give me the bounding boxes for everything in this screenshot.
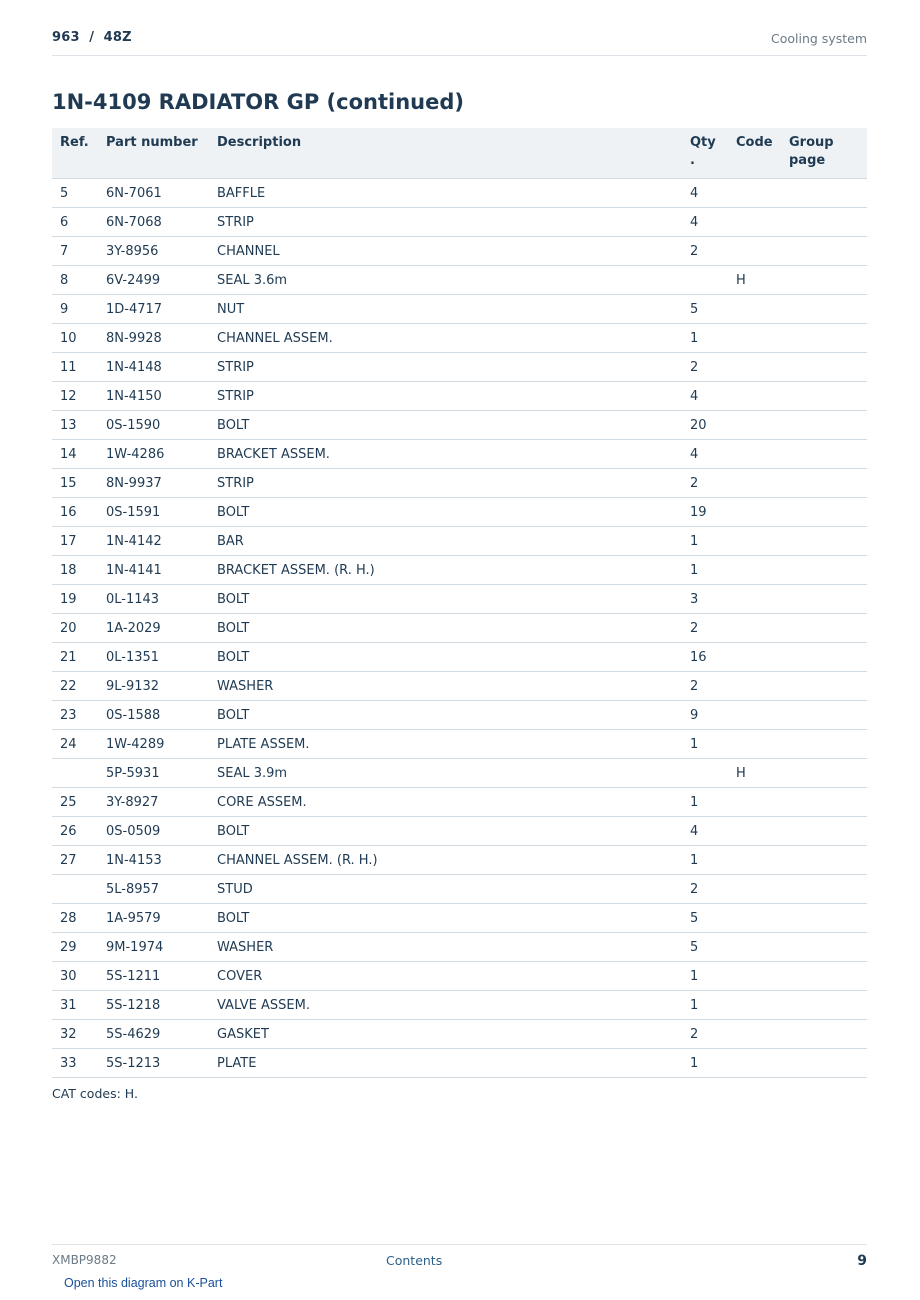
cell-ref: 19	[52, 585, 98, 614]
col-qty-line2: .	[690, 153, 695, 168]
cell-ref	[52, 759, 98, 788]
cell-code: H	[728, 266, 781, 295]
cell-ref: 29	[52, 933, 98, 962]
cell-description: BOLT	[209, 701, 682, 730]
table-row	[52, 817, 867, 846]
table-row	[52, 237, 867, 266]
table-row	[52, 527, 867, 556]
table-row	[52, 324, 867, 353]
table-row	[52, 382, 867, 411]
cell-ref: 21	[52, 643, 98, 672]
cell-code	[728, 904, 781, 933]
model-label: 963 / 48Z	[52, 30, 132, 45]
cell-description: STRIP	[209, 353, 682, 382]
cell-qty: 2	[682, 875, 728, 904]
cell-ref: 13	[52, 411, 98, 440]
cell-ref: 30	[52, 962, 98, 991]
cell-qty: 2	[682, 353, 728, 382]
cell-part-number: 0S-1590	[98, 411, 209, 440]
col-group-page	[781, 128, 867, 179]
cell-qty: 1	[682, 527, 728, 556]
table-row	[52, 875, 867, 904]
cell-part-number: 0S-1591	[98, 498, 209, 527]
cell-part-number: 6N-7068	[98, 208, 209, 237]
cell-code	[728, 440, 781, 469]
cell-code	[728, 817, 781, 846]
cell-group-page	[781, 643, 867, 672]
cell-part-number: 9M-1974	[98, 933, 209, 962]
cell-part-number: 8N-9928	[98, 324, 209, 353]
cell-qty: 4	[682, 179, 728, 208]
cell-description: BOLT	[209, 614, 682, 643]
cell-code	[728, 991, 781, 1020]
cell-group-page	[781, 933, 867, 962]
table-row	[52, 643, 867, 672]
cell-ref: 9	[52, 295, 98, 324]
cell-code	[728, 933, 781, 962]
cell-qty: 5	[682, 933, 728, 962]
cell-qty: 5	[682, 295, 728, 324]
col-qty-line1: Qty	[690, 135, 716, 150]
table-row	[52, 498, 867, 527]
cell-code	[728, 788, 781, 817]
cell-description: BOLT	[209, 817, 682, 846]
cell-description: WASHER	[209, 933, 682, 962]
cell-description: BOLT	[209, 498, 682, 527]
cell-code	[728, 382, 781, 411]
table-row	[52, 295, 867, 324]
cell-part-number: 1W-4286	[98, 440, 209, 469]
cell-group-page	[781, 556, 867, 585]
cell-code	[728, 556, 781, 585]
cell-qty: 2	[682, 672, 728, 701]
cell-part-number: 5P-5931	[98, 759, 209, 788]
cell-qty: 1	[682, 556, 728, 585]
cell-description: STUD	[209, 875, 682, 904]
cell-ref: 7	[52, 237, 98, 266]
cell-ref: 24	[52, 730, 98, 759]
col-ref: Ref.	[52, 128, 98, 179]
cell-description: BRACKET ASSEM.	[209, 440, 682, 469]
cell-code	[728, 585, 781, 614]
document-id: XMBP9882	[52, 1253, 117, 1267]
cell-part-number: 3Y-8956	[98, 237, 209, 266]
table-row	[52, 788, 867, 817]
cell-qty: 4	[682, 440, 728, 469]
cell-code	[728, 1020, 781, 1049]
parts-table-body	[52, 179, 867, 1078]
cell-qty: 1	[682, 1049, 728, 1078]
cell-description: BRACKET ASSEM. (R. H.)	[209, 556, 682, 585]
cell-ref: 12	[52, 382, 98, 411]
cell-code	[728, 237, 781, 266]
cell-qty: 1	[682, 991, 728, 1020]
cell-group-page	[781, 440, 867, 469]
cell-code	[728, 1049, 781, 1078]
cell-ref: 28	[52, 904, 98, 933]
section-label: Cooling system	[771, 31, 867, 46]
cell-group-page	[781, 382, 867, 411]
cell-description: BOLT	[209, 643, 682, 672]
cell-group-page	[781, 266, 867, 295]
cell-group-page	[781, 527, 867, 556]
cell-part-number: 1A-2029	[98, 614, 209, 643]
cell-group-page	[781, 904, 867, 933]
cell-description: PLATE ASSEM.	[209, 730, 682, 759]
cell-ref: 11	[52, 353, 98, 382]
col-description: Description	[209, 128, 682, 179]
cell-code	[728, 324, 781, 353]
cell-description: CHANNEL ASSEM. (R. H.)	[209, 846, 682, 875]
cell-description: BOLT	[209, 904, 682, 933]
cell-part-number: 6N-7061	[98, 179, 209, 208]
table-row	[52, 353, 867, 382]
cell-qty: 16	[682, 643, 728, 672]
table-row	[52, 672, 867, 701]
cell-ref: 32	[52, 1020, 98, 1049]
cell-code	[728, 846, 781, 875]
cell-group-page	[781, 1020, 867, 1049]
cell-description: PLATE	[209, 1049, 682, 1078]
cell-code	[728, 295, 781, 324]
cell-qty: 1	[682, 788, 728, 817]
cell-part-number: 1N-4142	[98, 527, 209, 556]
cell-ref: 15	[52, 469, 98, 498]
table-row	[52, 730, 867, 759]
cell-part-number: 8N-9937	[98, 469, 209, 498]
cell-description: CHANNEL ASSEM.	[209, 324, 682, 353]
page-header	[52, 28, 867, 56]
cell-part-number: 5S-1213	[98, 1049, 209, 1078]
cell-code	[728, 875, 781, 904]
table-row	[52, 904, 867, 933]
cell-group-page	[781, 701, 867, 730]
table-row	[52, 556, 867, 585]
col-group-line1: Group	[789, 135, 834, 150]
cell-qty: 4	[682, 208, 728, 237]
cell-part-number: 1W-4289	[98, 730, 209, 759]
cell-description: STRIP	[209, 382, 682, 411]
cell-qty: 2	[682, 469, 728, 498]
table-row	[52, 701, 867, 730]
cell-group-page	[781, 788, 867, 817]
title-suffix: (continued)	[319, 90, 464, 114]
table-row	[52, 759, 867, 788]
cell-ref: 27	[52, 846, 98, 875]
cell-part-number: 1A-9579	[98, 904, 209, 933]
cell-code	[728, 614, 781, 643]
table-row	[52, 440, 867, 469]
cell-part-number: 5S-1211	[98, 962, 209, 991]
cell-part-number: 6V-2499	[98, 266, 209, 295]
cell-ref: 23	[52, 701, 98, 730]
cell-group-page	[781, 295, 867, 324]
header-row	[52, 128, 867, 179]
cell-part-number: 5S-1218	[98, 991, 209, 1020]
cell-description: GASKET	[209, 1020, 682, 1049]
cell-code	[728, 730, 781, 759]
cell-code	[728, 179, 781, 208]
table-row	[52, 614, 867, 643]
cell-ref: 26	[52, 817, 98, 846]
cell-part-number: 3Y-8927	[98, 788, 209, 817]
cell-qty: 4	[682, 817, 728, 846]
cell-qty: 4	[682, 382, 728, 411]
cell-ref: 10	[52, 324, 98, 353]
cell-group-page	[781, 411, 867, 440]
cell-description: CHANNEL	[209, 237, 682, 266]
cell-qty: 1	[682, 730, 728, 759]
cell-ref: 25	[52, 788, 98, 817]
cell-group-page	[781, 353, 867, 382]
col-qty	[682, 128, 728, 179]
cell-qty: 1	[682, 846, 728, 875]
cell-part-number: 1N-4153	[98, 846, 209, 875]
cell-description: SEAL 3.9m	[209, 759, 682, 788]
cell-qty	[682, 759, 728, 788]
cell-group-page	[781, 759, 867, 788]
cell-qty: 2	[682, 614, 728, 643]
table-row	[52, 179, 867, 208]
cell-group-page	[781, 730, 867, 759]
cell-description: BOLT	[209, 411, 682, 440]
cell-qty: 2	[682, 1020, 728, 1049]
cell-group-page	[781, 614, 867, 643]
cell-ref: 33	[52, 1049, 98, 1078]
cell-qty: 1	[682, 962, 728, 991]
table-row	[52, 1049, 867, 1078]
cell-code	[728, 701, 781, 730]
page-footer	[52, 1244, 867, 1274]
cell-part-number: 0S-1588	[98, 701, 209, 730]
cell-group-page	[781, 1049, 867, 1078]
cell-ref: 14	[52, 440, 98, 469]
cell-description: NUT	[209, 295, 682, 324]
cell-group-page	[781, 817, 867, 846]
cell-group-page	[781, 469, 867, 498]
cell-code	[728, 498, 781, 527]
cell-group-page	[781, 498, 867, 527]
cell-description: BAFFLE	[209, 179, 682, 208]
cell-ref: 18	[52, 556, 98, 585]
cell-group-page	[781, 179, 867, 208]
kpart-diagram-link[interactable]: Open this diagram on K-Part	[64, 1276, 223, 1290]
cell-qty	[682, 266, 728, 295]
table-row	[52, 469, 867, 498]
table-row	[52, 846, 867, 875]
cell-code	[728, 353, 781, 382]
cell-description: STRIP	[209, 469, 682, 498]
table-row	[52, 933, 867, 962]
cell-description: WASHER	[209, 672, 682, 701]
cell-qty: 9	[682, 701, 728, 730]
contents-link[interactable]: Contents	[386, 1253, 443, 1268]
cell-ref: 16	[52, 498, 98, 527]
col-part-number: Part number	[98, 128, 209, 179]
cell-code	[728, 672, 781, 701]
cell-description: STRIP	[209, 208, 682, 237]
cell-group-page	[781, 991, 867, 1020]
table-row	[52, 208, 867, 237]
cell-part-number: 9L-9132	[98, 672, 209, 701]
cell-code	[728, 208, 781, 237]
cell-qty: 1	[682, 324, 728, 353]
cell-code	[728, 962, 781, 991]
cell-description: BOLT	[209, 585, 682, 614]
cell-group-page	[781, 324, 867, 353]
table-row	[52, 585, 867, 614]
cell-description: COVER	[209, 962, 682, 991]
cell-ref: 22	[52, 672, 98, 701]
cell-part-number: 5L-8957	[98, 875, 209, 904]
cell-qty: 19	[682, 498, 728, 527]
cell-code: H	[728, 759, 781, 788]
cell-ref: 31	[52, 991, 98, 1020]
cell-qty: 20	[682, 411, 728, 440]
table-row	[52, 1020, 867, 1049]
cell-description: BAR	[209, 527, 682, 556]
cell-ref: 8	[52, 266, 98, 295]
cell-group-page	[781, 962, 867, 991]
page-title	[52, 90, 464, 114]
cell-part-number: 0L-1143	[98, 585, 209, 614]
cell-description: CORE ASSEM.	[209, 788, 682, 817]
parts-table	[52, 128, 867, 1078]
cell-group-page	[781, 585, 867, 614]
cell-code	[728, 527, 781, 556]
cell-part-number: 1N-4148	[98, 353, 209, 382]
cell-code	[728, 469, 781, 498]
page-number: 9	[857, 1253, 867, 1269]
cell-qty: 2	[682, 237, 728, 266]
table-row	[52, 962, 867, 991]
cell-ref: 17	[52, 527, 98, 556]
cell-group-page	[781, 237, 867, 266]
cell-part-number: 1N-4141	[98, 556, 209, 585]
cell-description: VALVE ASSEM.	[209, 991, 682, 1020]
cell-part-number: 1N-4150	[98, 382, 209, 411]
table-row	[52, 411, 867, 440]
cell-group-page	[781, 672, 867, 701]
part-group-name: 1N-4109 RADIATOR GP	[52, 90, 320, 114]
cell-group-page	[781, 208, 867, 237]
cell-part-number: 1D-4717	[98, 295, 209, 324]
cat-codes-note: CAT codes: H.	[52, 1086, 138, 1101]
table-row	[52, 991, 867, 1020]
cell-group-page	[781, 846, 867, 875]
cell-ref: 5	[52, 179, 98, 208]
parts-table-header	[52, 128, 867, 179]
cell-qty: 5	[682, 904, 728, 933]
col-code: Code	[728, 128, 781, 179]
cell-code	[728, 643, 781, 672]
cell-qty: 3	[682, 585, 728, 614]
cell-ref: 20	[52, 614, 98, 643]
cell-ref	[52, 875, 98, 904]
cell-part-number: 0S-0509	[98, 817, 209, 846]
table-row	[52, 266, 867, 295]
cell-description: SEAL 3.6m	[209, 266, 682, 295]
cell-ref: 6	[52, 208, 98, 237]
cell-part-number: 0L-1351	[98, 643, 209, 672]
cell-group-page	[781, 875, 867, 904]
cell-code	[728, 411, 781, 440]
cell-part-number: 5S-4629	[98, 1020, 209, 1049]
col-group-line2: page	[789, 153, 826, 168]
